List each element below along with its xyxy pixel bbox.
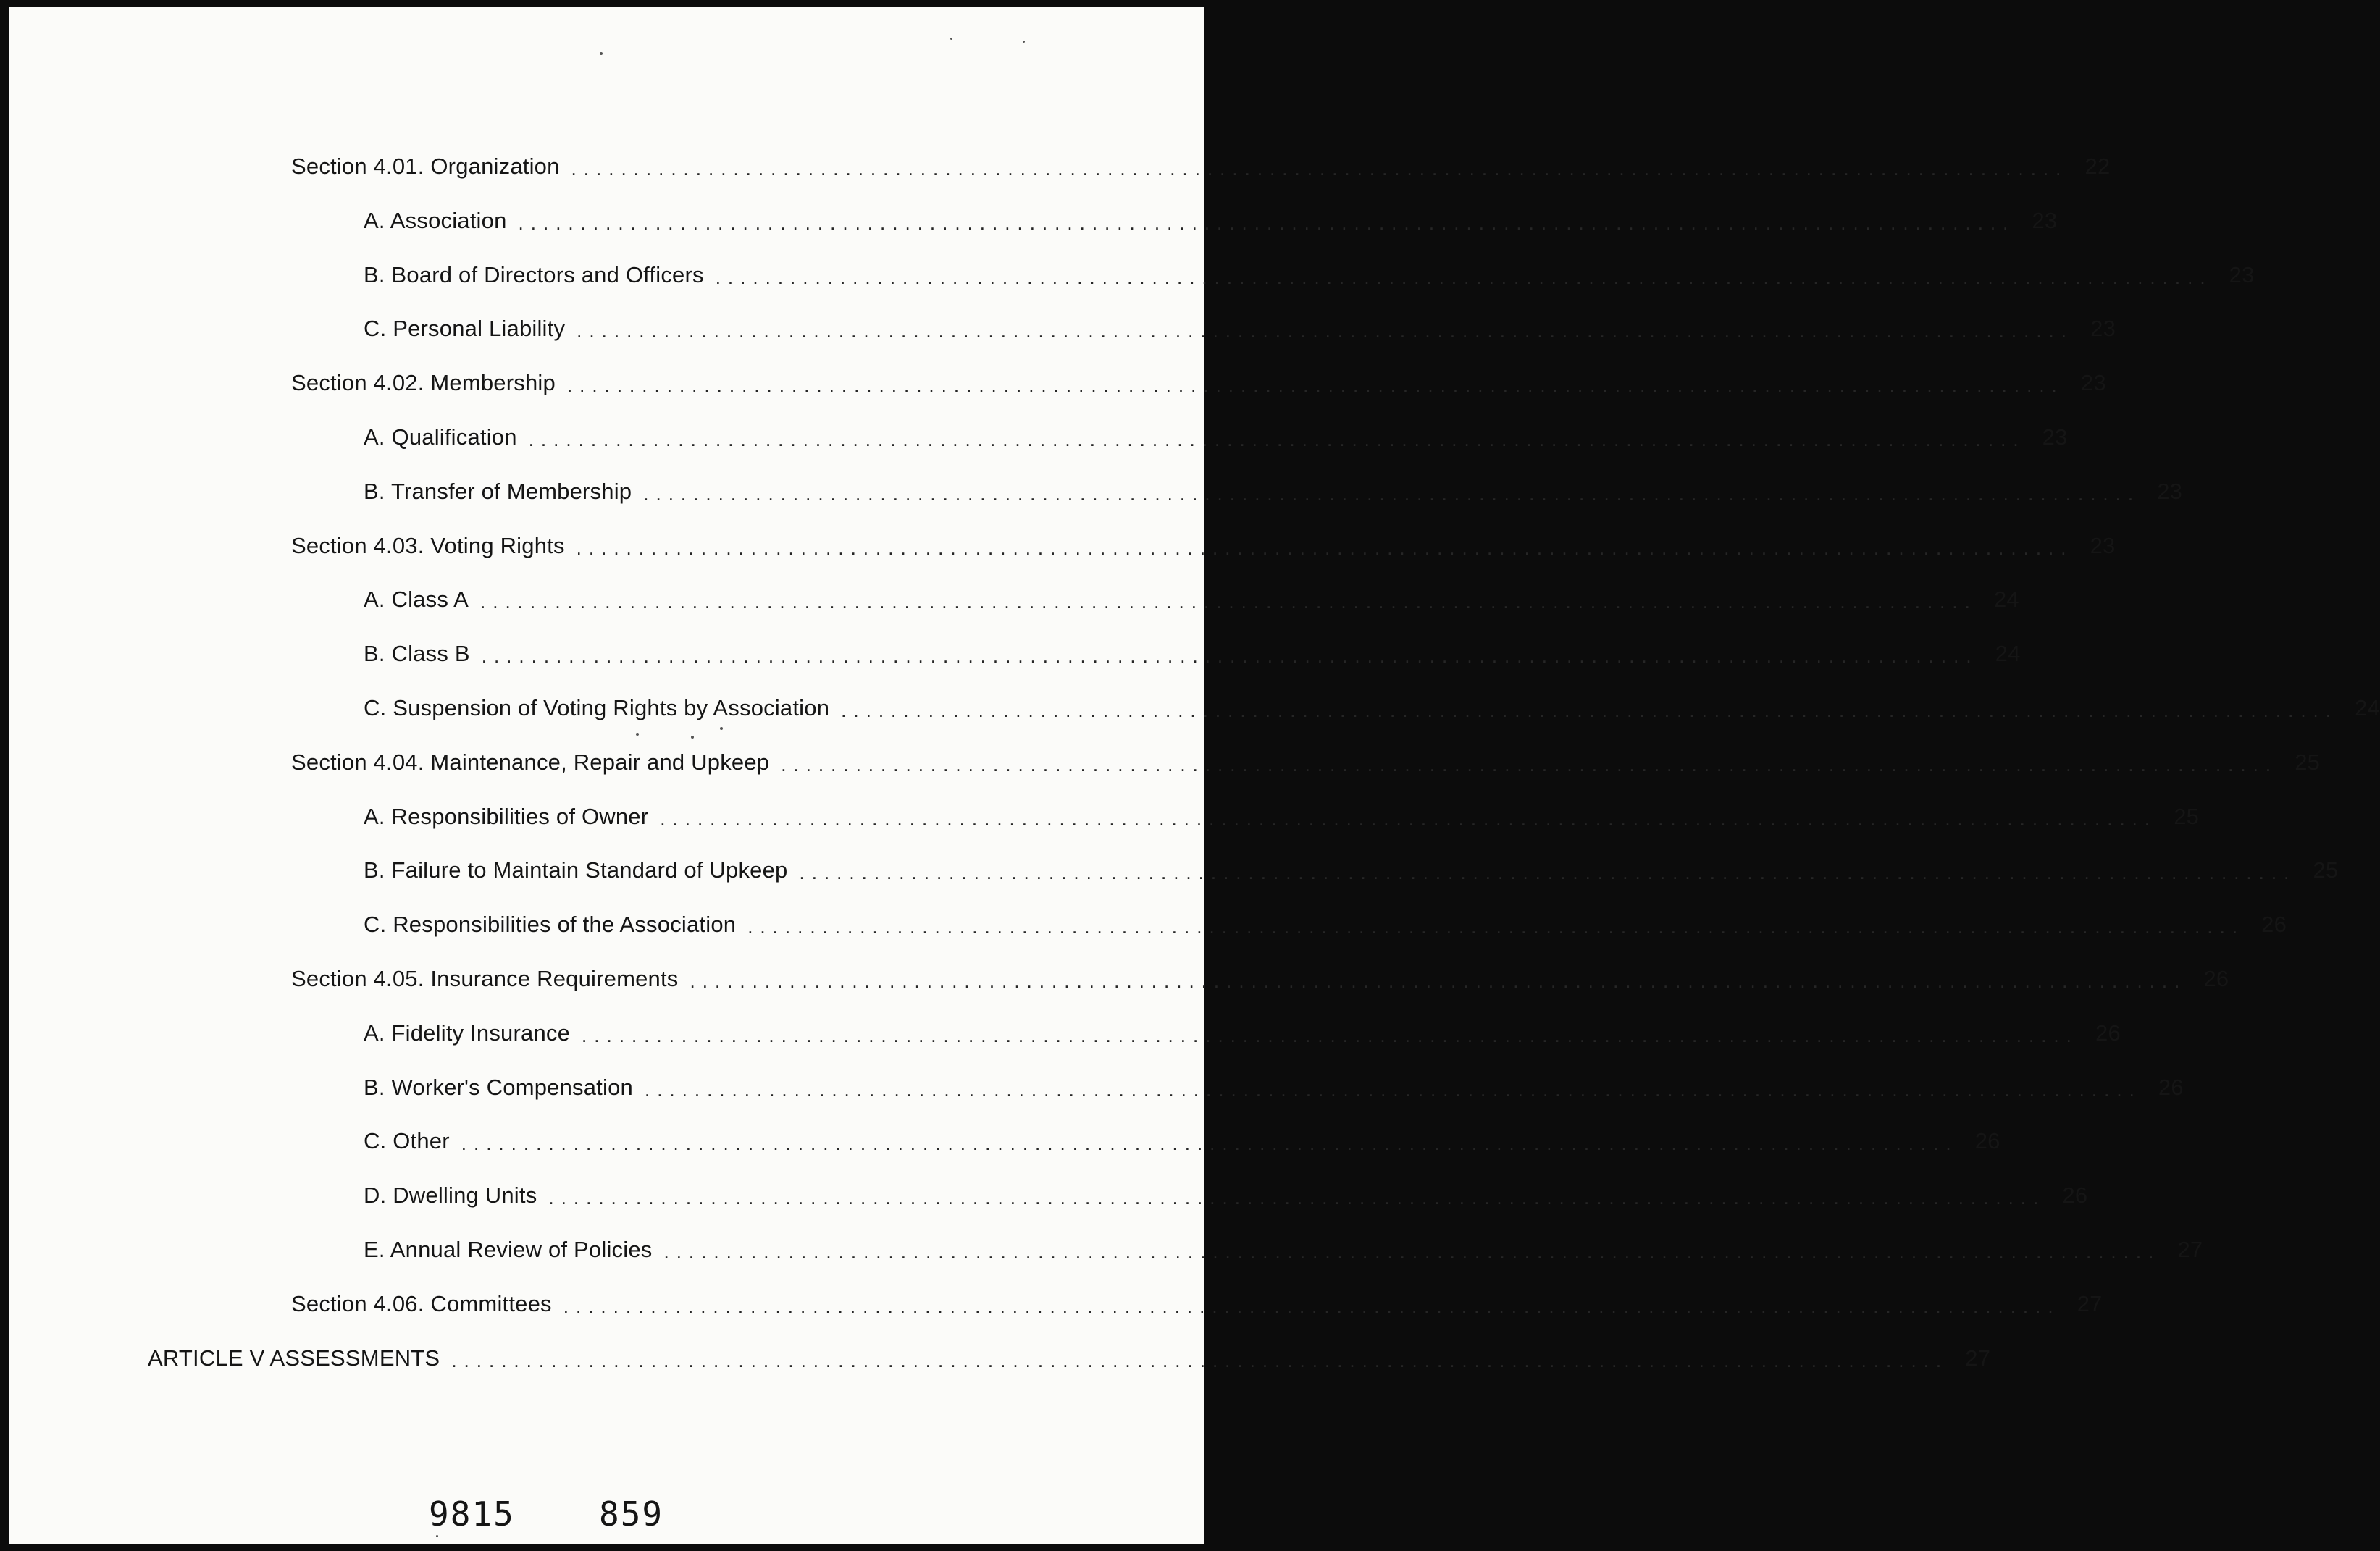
toc-entry-label: A. Qualification [364,424,517,450]
dot-leader: ........................................................................................................................ [690,970,2187,992]
toc-section-entry [9,1288,2103,1320]
dot-leader: ........................................................................................................................ [799,862,2297,884]
toc-entry-page-number: 22 [2084,154,2111,179]
toc-entry-label: Section 4.04. Maintenance, Repair and Upkeep [291,749,770,775]
dot-leader: ........................................................................................................................ [644,1078,2142,1101]
dot-leader: ........................................................................................................................ [747,916,2245,938]
dot-leader: ........................................................................................................................ [582,1024,2079,1046]
toc-entry-label: Section 4.05. Insurance Requirements [291,966,679,991]
toc-entry-label: B. Failure to Maintain Standard of Upkeep [364,857,788,883]
dot-leader: ........................................................................................................................ [663,1241,2161,1263]
toc-entry-label: E. Annual Review of Policies [364,1237,653,1262]
toc-entry-label: D. Dwelling Units [364,1182,537,1209]
dot-leader: ........................................................................................................................ [841,699,2338,721]
dot-leader: ........................................................................................................................ [480,591,1977,613]
dot-leader: ........................................................................................................................ [643,482,2141,505]
toc-entry-page-number: 27 [2077,1290,2103,1316]
toc-entry-label: C. Suspension of Voting Rights by Association [364,695,830,720]
toc-section-entry [9,367,2106,399]
toc-entry-page-number: 24 [1993,587,2019,613]
toc-entry-label: A. Class A [364,587,469,613]
toc-entry-page-number: 24 [2355,695,2380,720]
toc-entry-label: B. Class B [364,641,470,667]
dot-leader: ........................................................................................................................ [571,158,2069,180]
toc-entry-page-number: 26 [2095,1020,2121,1046]
dot-leader: ........................................................................................................................ [715,266,2213,288]
toc-entry-page-number: 27 [1965,1345,1991,1371]
toc-entry-page-number: 26 [2062,1182,2088,1209]
toc-entry-label: A. Fidelity Insurance [364,1020,571,1046]
toc-subsection-entry [9,205,2058,237]
toc-entry-page-number: 27 [2177,1237,2203,1262]
dot-leader: ........................................................................................................................ [781,753,2279,776]
toc-entry-label: ARTICLE V ASSESSMENTS [148,1345,440,1371]
toc-entry-page-number: 25 [2174,803,2200,829]
toc-entry-label: C. Responsibilities of the Association [364,912,737,938]
dot-leader: ........................................................................................................................ [451,1349,1949,1371]
dot-leader: ........................................................................................................................ [461,1132,1958,1155]
footer-code-right: 859 [599,1495,664,1534]
toc-entry-page-number: 23 [2229,261,2255,287]
toc-entry-page-number: 23 [2090,316,2116,342]
toc-entry-page-number: 26 [2261,912,2287,938]
toc-subsection-entry [9,1125,2000,1157]
toc-subsection-entry [9,909,2287,941]
dot-leader: ........................................................................................................................ [548,1187,2046,1209]
dot-leader: ........................................................................................................................ [660,807,2158,830]
toc-entry-page-number: 25 [2295,749,2321,775]
toc-subsection-entry [9,313,2116,345]
toc-subsection-entry [9,1072,2184,1104]
toc-entry-label: C. Personal Liability [364,316,566,342]
toc-entry-label: Section 4.02. Membership [291,370,556,396]
toc-section-entry [9,747,2321,778]
toc-entry-page-number: 23 [2042,424,2068,450]
toc-subsection-entry [9,854,2339,886]
toc-subsection-entry [9,1234,2203,1266]
toc-entry-page-number: 23 [2032,207,2058,233]
document-page [9,7,2380,1544]
toc-section-entry [9,530,2116,562]
toc-subsection-entry [9,584,2019,615]
toc-entry-label: Section 4.06. Committees [291,1290,552,1316]
toc-entry-page-number: 25 [2313,857,2339,883]
dot-leader: ........................................................................................................................ [566,374,2064,397]
toc-subsection-entry [9,476,2183,508]
toc-entry-label: A. Responsibilities of Owner [364,803,649,829]
toc-subsection-entry [9,421,2068,453]
dot-leader: ........................................................................................................................ [563,1295,2061,1317]
dot-leader: ........................................................................................................................ [576,537,2074,559]
toc-section-entry [9,963,2229,995]
dot-leader: ........................................................................................................................ [528,429,2026,450]
toc-entry-page-number: 26 [2158,1074,2184,1100]
toc-subsection-entry [9,259,2255,291]
toc-subsection-entry [9,801,2200,833]
toc-entry-page-number: 26 [2203,966,2229,991]
toc-entry-page-number: 23 [2090,532,2116,558]
toc-entry-page-number: 26 [1974,1128,2000,1154]
toc-entry-page-number: 24 [1995,641,2021,667]
dot-leader: ........................................................................................................................ [577,320,2074,342]
toc-subsection-entry [9,638,2021,670]
table-of-contents [9,7,2380,1544]
dot-leader: ........................................................................................................................ [518,211,2016,234]
footer-code-left: 9815 [429,1495,515,1534]
toc-entry-label: B. Board of Directors and Officers [364,261,704,287]
toc-subsection-entry [9,1180,2088,1211]
toc-subsection-entry [9,692,2380,724]
toc-entry-page-number: 23 [2157,478,2183,504]
toc-entry-label: Section 4.01. Organization [291,154,560,179]
dot-leader: ........................................................................................................................ [481,645,1979,668]
toc-section-entry [9,151,2111,182]
toc-entry-label: B. Worker's Compensation [364,1074,633,1100]
toc-entry-page-number: 23 [2080,370,2106,396]
toc-article-entry [9,1342,1991,1374]
toc-entry-label: Section 4.03. Voting Rights [291,532,565,558]
toc-entry-label: C. Other [364,1128,450,1154]
toc-entry-label: A. Association [364,207,507,233]
toc-subsection-entry [9,1017,2121,1049]
toc-entry-label: B. Transfer of Membership [364,478,632,504]
